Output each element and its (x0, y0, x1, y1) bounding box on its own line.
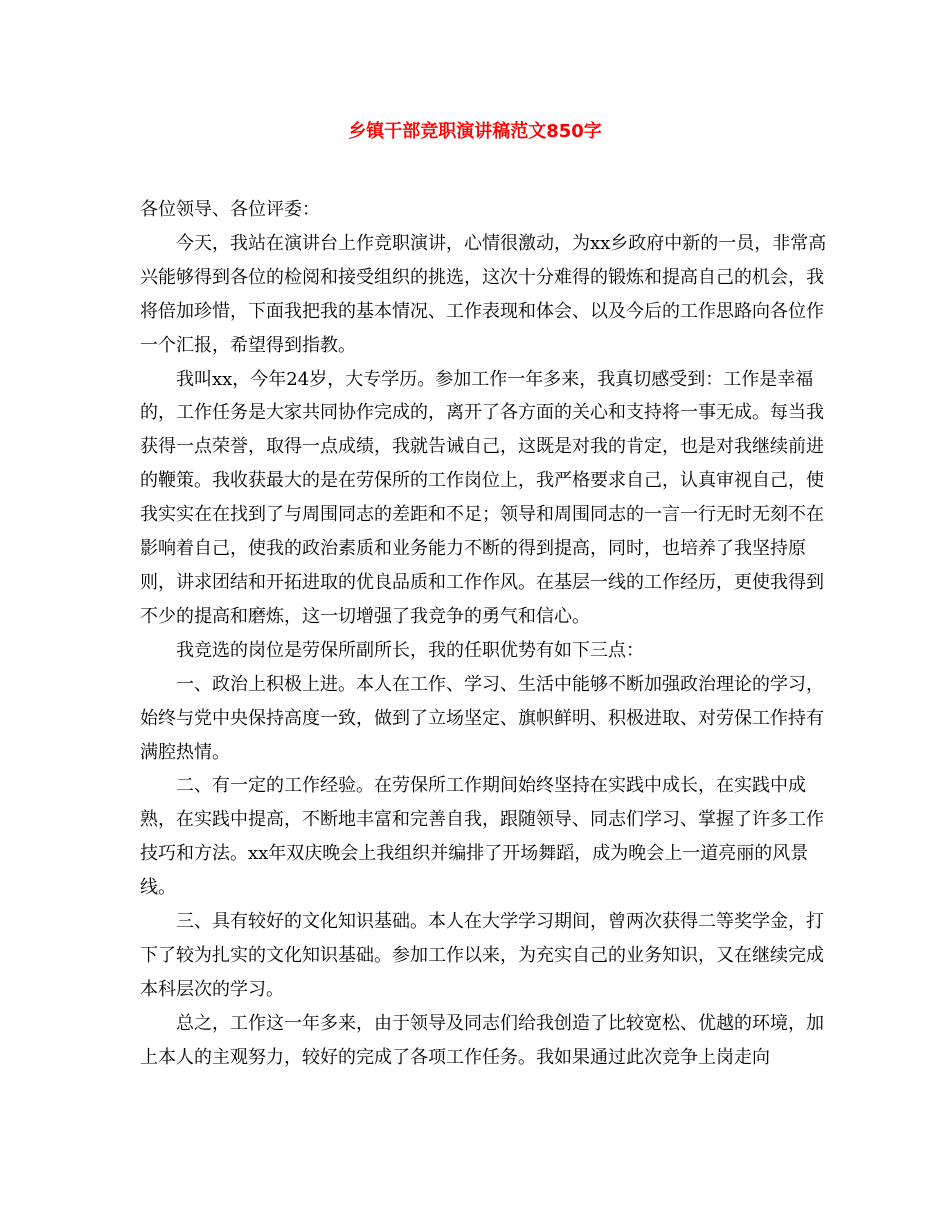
paragraph-intro: 今天，我站在演讲台上作竞职演讲，心情很激动，为xx乡政府中新的一员，非常高兴能够得到各位的检阅和接受组织的挑选，这次十分难得的锻炼和提高自己的机会，我将倍加珍惜，下面我把我的基本情况、工作表现和体会、以及今后的工作思路向各位作一个汇报，希望得到指教。 (140, 232, 827, 356)
document-body (140, 193, 830, 1075)
salutation: 各位领导、各位评委： (140, 199, 320, 220)
paragraph-advantage-experience: 二、有一定的工作经验。在劳保所工作期间始终坚持在实践中成长，在实践中成熟，在实践中提高，不断地丰富和完善自我，跟随领导、同志们学习、掌握了许多工作技巧和方法。xx年双庆晚会上我组织并编排了开场舞蹈，成为晚会上一道亮丽的风景线。 (140, 775, 824, 899)
paragraph-position: 我竞选的岗位是劳保所副所长，我的任职优势有如下三点： (176, 639, 644, 661)
paragraph-summary: 总之，工作这一年多来，由于领导及同志们给我创造了比较宽松、优越的环境，加上本人的主观努力，较好的完成了各项工作任务。我如果通过此次竞争上岗走向 (140, 1012, 824, 1068)
paragraph-advantage-education: 三、具有较好的文化知识基础。本人在大学学习期间，曾两次获得二等奖学金，打下了较为扎实的文化知识基础。参加工作以来，为充实自己的业务知识，又在继续完成本科层次的学习。 (140, 911, 824, 1000)
document-title: 乡镇干部竞职演讲稿范文850字 (348, 121, 602, 142)
paragraph-advantage-political: 一、政治上积极上进。本人在工作、学习、生活中能够不断加强政治理论的学习，始终与党中央保持高度一致，做到了立场坚定、旗帜鲜明、积极进取、对劳保工作持有满腔热情。 (140, 673, 824, 763)
paragraph-background: 我叫xx，今年24岁，大专学历。参加工作一年多来，我真切感受到：工作是幸福的，工作任务是大家共同协作完成的，离开了各方面的关心和支持将一事无成。每当我获得一点荣誉，取得一点成绩，我就告诫自己，这既是对我的肯定，也是对我继续前进的鞭策。我收获最大的是在劳保所的工作岗位上，我严格要求自己，认真审视自己，使我实实在在找到了与周围同志的差距和不足；领导和周围同志的一言一行无时无刻不在影响着自己，使我的政治素质和业务能力不断的得到提高，同时，也培养了我坚持原则，讲求团结和开拓进取的优良品质和工作作风。在基层一线的工作经历，更使我得到不少的提高和磨炼，这一切增强了我竞争的勇气和信心。 (140, 368, 824, 627)
